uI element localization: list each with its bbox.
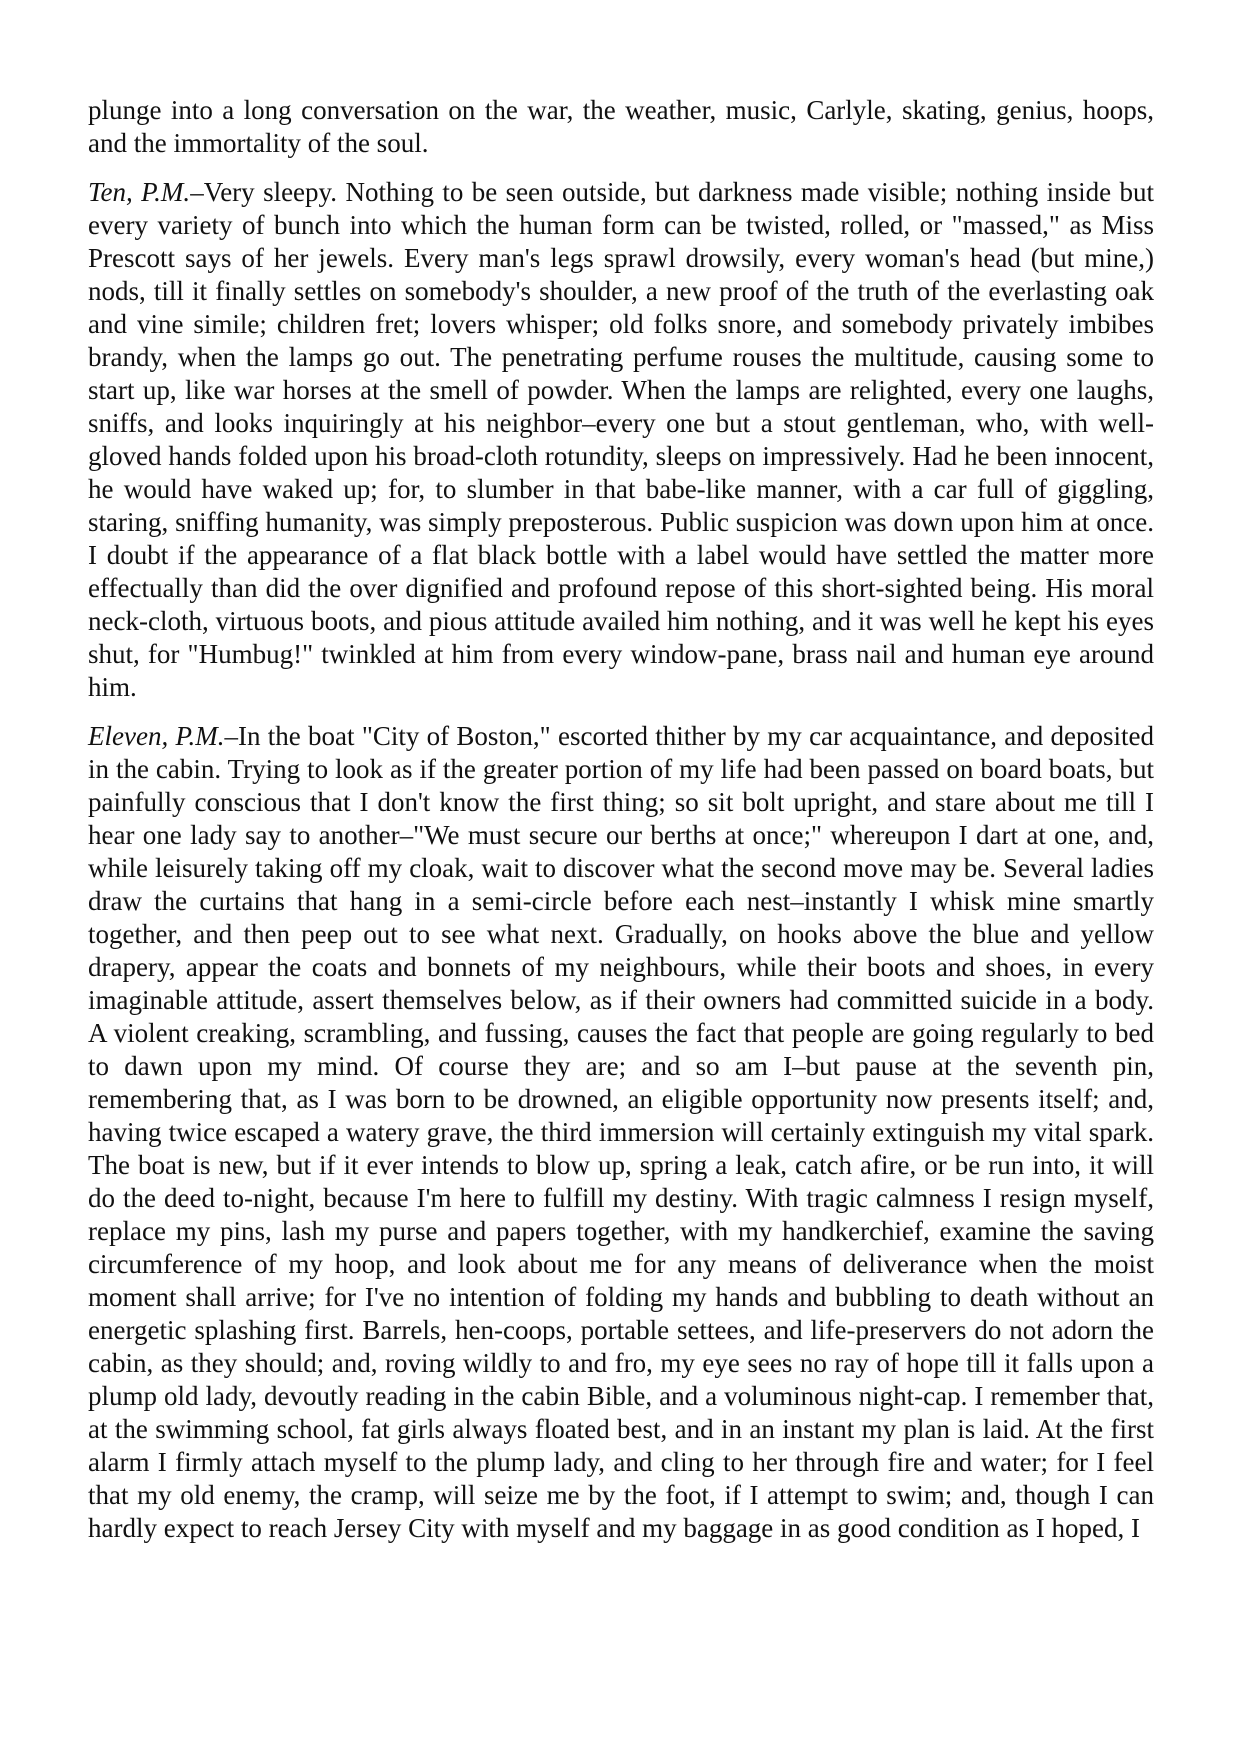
time-heading: Ten, P.M.: [88, 177, 191, 207]
document-page: [88, 94, 1154, 1561]
paragraph-conversation: [88, 94, 1154, 160]
time-heading: Eleven, P.M.: [88, 721, 225, 751]
paragraph-text: –Very sleepy. Nothing to be seen outside, but darkness made visible; nothing inside but every variety of bunch into which the human form can be twisted, rolled, or "massed," as Miss Prescott says of her jewels. Every man's legs sprawl drowsily, every woman's head (but mine,) nods, till it finally settles on somebody's shoulder, a new proof of the truth of the everlasting oak and vine simile; children fret; lovers whisper; old folks snore, and somebody privately imbibes brandy, when the lamps go out. The penetrating perfume rouses the multitude, causing some to start up, like war horses at the smell of powder. When the lamps are relighted, every one laughs, sniffs, and looks inquiringly at his neighbor–every one but a stout gentleman, who, with well-gloved hands folded upon his broad-cloth rotundity, sleeps on impressively. Had he been innocent, he would have waked up; for, to slumber in that babe-like manner, with a car full of giggling, staring, sniffing humanity, was simply preposterous. Public suspicion was down upon him at once. I doubt if the appearance of a flat black bottle with a label would have settled the matter more effectually than did the over dignified and profound repose of this short-sighted being. His moral neck-cloth, virtuous boots, and pious attitude availed him nothing, and it was well he kept his eyes shut, for "Humbug!" twinkled at him from every window-pane, brass nail and human eye around him.: [88, 177, 1154, 702]
paragraph-ten-pm: [88, 176, 1154, 704]
paragraph-text: –In the boat "City of Boston," escorted thither by my car acquaintance, and deposited in the cabin. Trying to look as if the greater portion of my life had been passed on board boats, but painfully conscious that I don't know the first thing; so sit bolt upright, and stare about me till I hear one lady say to another–"We must secure our berths at once;" whereupon I dart at one, and, while leisurely taking off my cloak, wait to discover what the second move may be. Several ladies draw the curtains that hang in a semi-circle before each nest–instantly I whisk mine smartly together, and then peep out to see what next. Gradually, on hooks above the blue and yellow drapery, appear the coats and bonnets of my neighbours, while their boots and shoes, in every imaginable attitude, assert themselves below, as if their owners had committed suicide in a body. A violent creaking, scrambling, and fussing, causes the fact that people are going regularly to bed to dawn upon my mind. Of course they are; and so am I–but pause at the seventh pin, remembering that, as I was born to be drowned, an eligible opportunity now presents itself; and, having twice escaped a watery grave, the third immersion will certainly extinguish my vital spark. The boat is new, but if it ever intends to blow up, spring a leak, catch afire, or be run into, it will do the deed to-night, because I'm here to fulfill my destiny. With tragic calmness I resign myself, replace my pins, lash my purse and papers together, with my handkerchief, examine the saving circumference of my hoop, and look about me for any means of deliverance when the moist moment shall arrive; for I've no intention of folding my hands and bubbling to death without an energetic splashing first. Barrels, hen-coops, portable settees, and life-preservers do not adorn the cabin, as they should; and, roving wildly to and fro, my eye sees no ray of hope till it falls upon a plump old lady, devoutly reading in the cabin Bible, and a voluminous night-cap. I remember that, at the swimming school, fat girls always floated best, and in an instant my plan is laid. At the first alarm I firmly attach myself to the plump lady, and cling to her through fire and water; for I feel that my old enemy, the cramp, will seize me by the foot, if I attempt to swim; and, though I can hardly expect to reach Jersey City with myself and my baggage in as good condition as I hoped, I: [88, 721, 1154, 1543]
paragraph-text: plunge into a long conversation on the war, the weather, music, Carlyle, skating, genius, hoops, and the immortality of the soul.: [88, 95, 1154, 158]
paragraph-eleven-pm: [88, 720, 1154, 1545]
